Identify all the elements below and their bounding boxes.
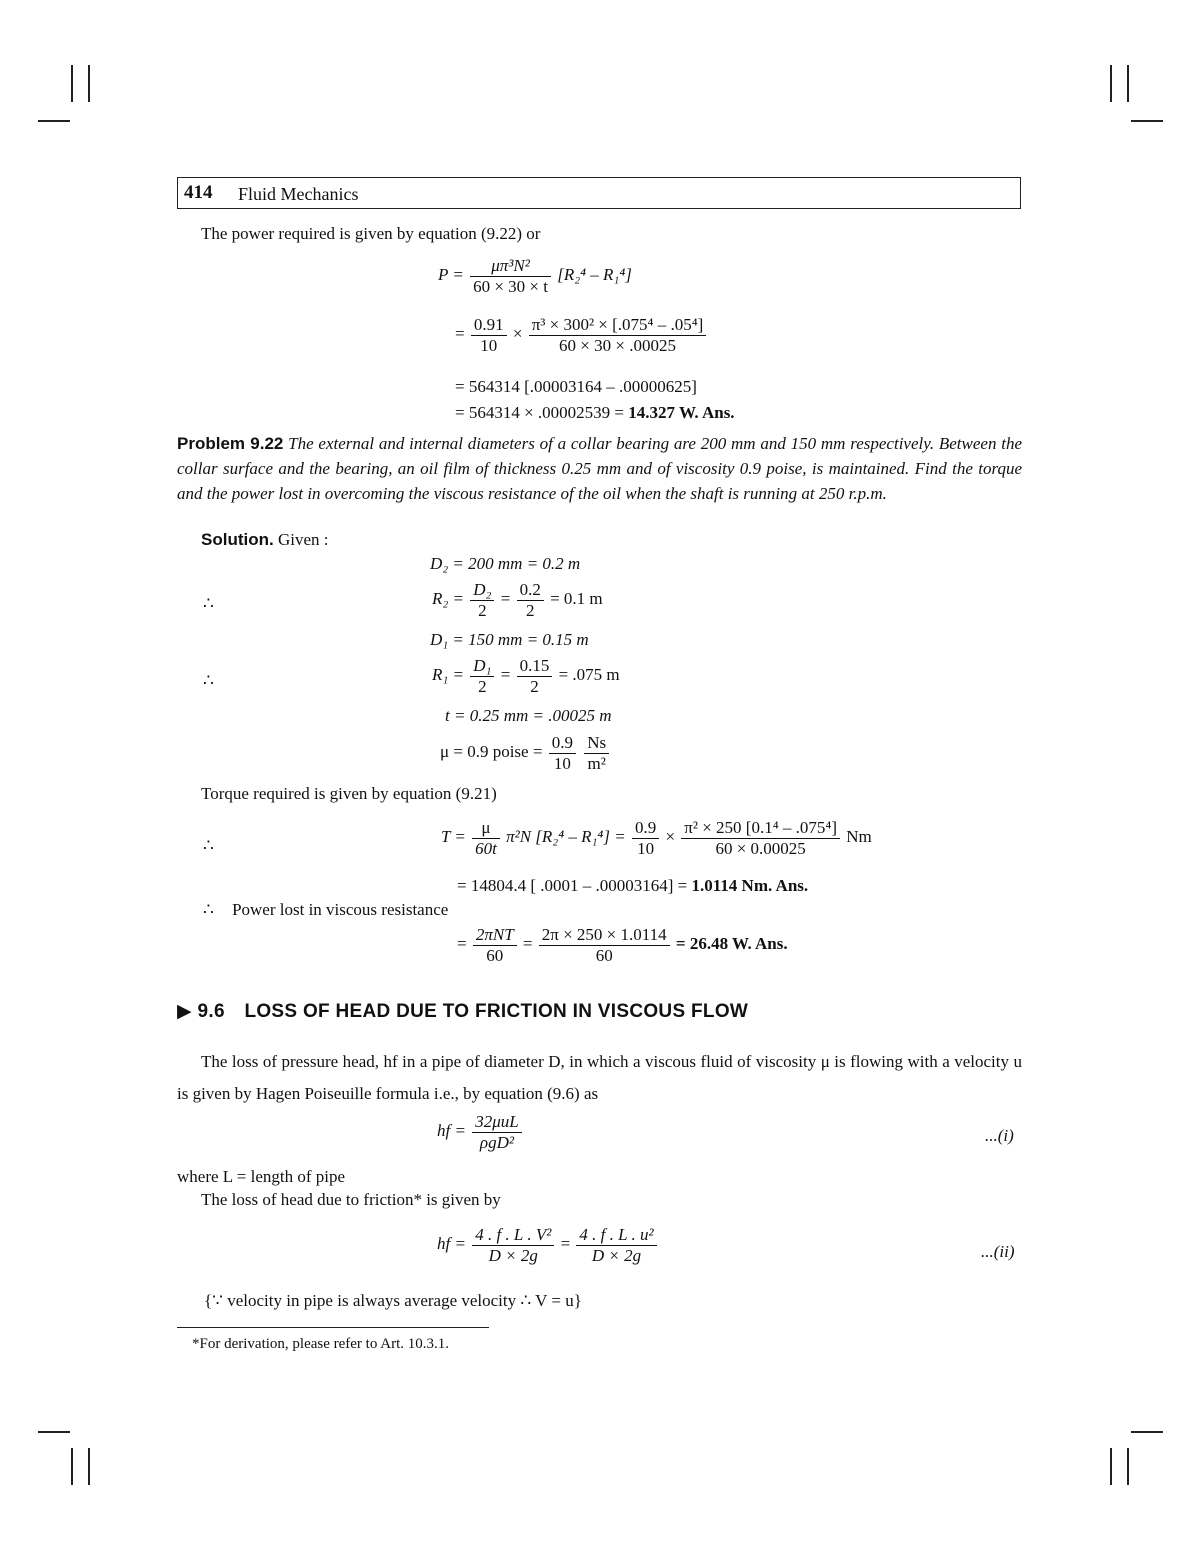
therefore-symbol: ∴ xyxy=(203,836,214,855)
fraction: $\frac{0.9}{10}$ xyxy=(632,818,659,858)
page-header xyxy=(177,177,1021,209)
footnote: *For derivation, please refer to Art. 10.3.1. xyxy=(192,1336,450,1352)
crop-mark xyxy=(38,120,70,122)
crop-mark xyxy=(1127,1448,1129,1485)
section-title: LOSS OF HEAD DUE TO FRICTION IN VISCOUS FLOW xyxy=(244,1001,749,1022)
power-lost-equation: = $\frac{\text{2πNT}}{60}$ = $\frac{2\pi \times 250 \times 1.0114}{60}$ = 26.48 W. Ans. xyxy=(457,925,788,965)
solution-heading: Solution. Given : xyxy=(201,530,329,549)
given-d1: D₁ = 150 mm = 0.15 m xyxy=(430,630,589,649)
therefore-symbol: ∴ xyxy=(203,671,214,690)
crop-mark xyxy=(88,65,90,102)
problem-statement xyxy=(177,431,1022,506)
fraction: $\frac{\text{π³ × 300² × [.075⁴ – .05⁴]}}{60 \times 30 \times .00025}$ xyxy=(529,315,707,355)
given-thickness: t = 0.25 mm = .00025 m xyxy=(445,706,612,725)
head-loss-paragraph: The loss of pressure head, hf in a pipe of diameter D, in which a viscous fluid of viscosity μ is flowing with a velocity u is given by Hagen Poiseuille formula i.e., by equation (9.6) as xyxy=(177,1052,1022,1103)
torque-intro: Torque required is given by equation (9.21) xyxy=(201,784,497,803)
darcy-equation: hf = $\frac{\text{4 . f . L . V²}}{D \times 2g}$ = $\frac{\text{4 . f . L . u²}}{D \times 2g}$ xyxy=(437,1225,659,1265)
section-arrow-icon: ▶ xyxy=(177,1001,192,1022)
equation-tag: ...(i) xyxy=(985,1126,1014,1145)
given-viscosity: μ = 0.9 poise = $\frac{0.9}{10}$ $\frac{Ns}{\text{m²}}$ xyxy=(440,733,611,773)
power-step-3: = 564314 × .00002539 = 14.327 W. Ans. xyxy=(455,403,735,422)
power-equation: P = $\frac{\text{μπ³N²}}{60 \times 30 \times t}$ [R₂⁴ – R₁⁴] xyxy=(438,256,632,296)
footnote-rule xyxy=(177,1327,489,1328)
crop-mark xyxy=(1110,1448,1112,1485)
where-note: where L = length of pipe xyxy=(177,1167,346,1186)
fraction: $\frac{\text{D₂}}{2}$ xyxy=(470,580,494,620)
fraction: $\frac{Ns}{\text{m²}}$ xyxy=(584,733,609,773)
crop-mark xyxy=(1127,65,1129,102)
fraction: $\frac{\text{π² × 250 [0.1⁴ – .075⁴]}}{60 \times 0.00025}$ xyxy=(681,818,840,858)
crop-mark xyxy=(71,1448,73,1485)
fraction: $\frac{\text{μπ³N²}}{60 \times 30 \times t}$ xyxy=(470,256,551,296)
torque-result: = 14804.4 [ .0001 – .00003164] = 1.0114 Nm. Ans. xyxy=(457,876,809,895)
fraction: $\frac{\text{4 . f . L . V²}}{D \times 2g}$ xyxy=(472,1225,554,1265)
crop-mark xyxy=(88,1448,90,1485)
power-step-1: = $\frac{0.91}{10}$ × $\frac{\text{π³ × 300² × [.075⁴ – .05⁴]}}{60 \times 30 \times .00025}$ xyxy=(455,315,708,355)
problem-text: The external and internal diameters of a collar bearing are 200 mm and 150 mm respectively. Between the collar surface and the bearing, an oil film of thickness 0.25 mm and of viscosity 0.9 poise, is maintained. Find the torque and the power lost in overcoming the viscous resistance of the oil when the shaft is running at 250 r.p.m. xyxy=(177,434,1022,503)
fraction: $\frac{\text{2πNT}}{60}$ xyxy=(473,925,517,965)
fraction: $\frac{\text{D₁}}{2}$ xyxy=(470,656,494,696)
therefore-symbol: ∴ xyxy=(203,594,214,613)
book-title: Fluid Mechanics xyxy=(238,184,359,204)
fraction: $\frac{0.9}{10}$ xyxy=(549,733,576,773)
equation-tag: ...(ii) xyxy=(981,1242,1015,1261)
hagen-equation: hf = $\frac{\text{32μuL}}{\text{ρgD²}}$ xyxy=(437,1112,524,1152)
given-r1: R₁ = $\frac{\text{D₁}}{2}$ = $\frac{0.15}{2}$ = .075 m xyxy=(432,656,620,696)
crop-mark xyxy=(71,65,73,102)
power-lost-heading: ∴ Power lost in viscous resistance xyxy=(203,900,449,919)
power-step-2: = 564314 [.00003164 – .00000625] xyxy=(455,377,697,396)
section-heading xyxy=(177,1000,748,1023)
fraction: $\frac{0.91}{10}$ xyxy=(471,315,507,355)
fraction: $\frac{\text{4 . f . L . u²}}{D \times 2g}$ xyxy=(576,1225,656,1265)
crop-mark xyxy=(1131,120,1163,122)
crop-mark xyxy=(1131,1431,1163,1433)
page-number: 414 xyxy=(184,182,213,203)
answer: 1.0114 Nm. Ans. xyxy=(691,876,809,895)
fraction: $\frac{\mu}{60t}$ xyxy=(472,818,500,858)
fraction: $\frac{2\pi \times 250 \times 1.0114}{60}$ xyxy=(539,925,670,965)
friction-intro: The loss of head due to friction* is given by xyxy=(201,1190,501,1209)
crop-mark xyxy=(1110,65,1112,102)
velocity-note: {∵ velocity in pipe is always average velocity ∴ V = u} xyxy=(204,1291,582,1310)
given-d2: D₂ = 200 mm = 0.2 m xyxy=(430,554,581,573)
power-intro: The power required is given by equation (9.22) or xyxy=(201,224,541,243)
problem-label: Problem 9.22 xyxy=(177,434,284,453)
given-r2: R₂ = $\frac{\text{D₂}}{2}$ = $\frac{0.2}{2}$ = 0.1 m xyxy=(432,580,603,620)
crop-mark xyxy=(38,1431,70,1433)
torque-equation: T = $\frac{\mu}{60t}$ π²N [R₂⁴ – R₁⁴] = $\frac{0.9}{10}$ × $\frac{\text{π² × 250 [0.1⁴ – .075⁴]}}{60 \times 0.00025}$ Nm xyxy=(441,818,872,858)
fraction: $\frac{\text{32μuL}}{\text{ρgD²}}$ xyxy=(472,1112,522,1152)
fraction: $\frac{0.2}{2}$ xyxy=(517,580,544,620)
fraction: $\frac{0.15}{2}$ xyxy=(517,656,553,696)
answer: = 26.48 W. Ans. xyxy=(675,933,788,953)
answer: 14.327 W. Ans. xyxy=(628,403,735,422)
section-number: 9.6 xyxy=(197,1001,225,1022)
